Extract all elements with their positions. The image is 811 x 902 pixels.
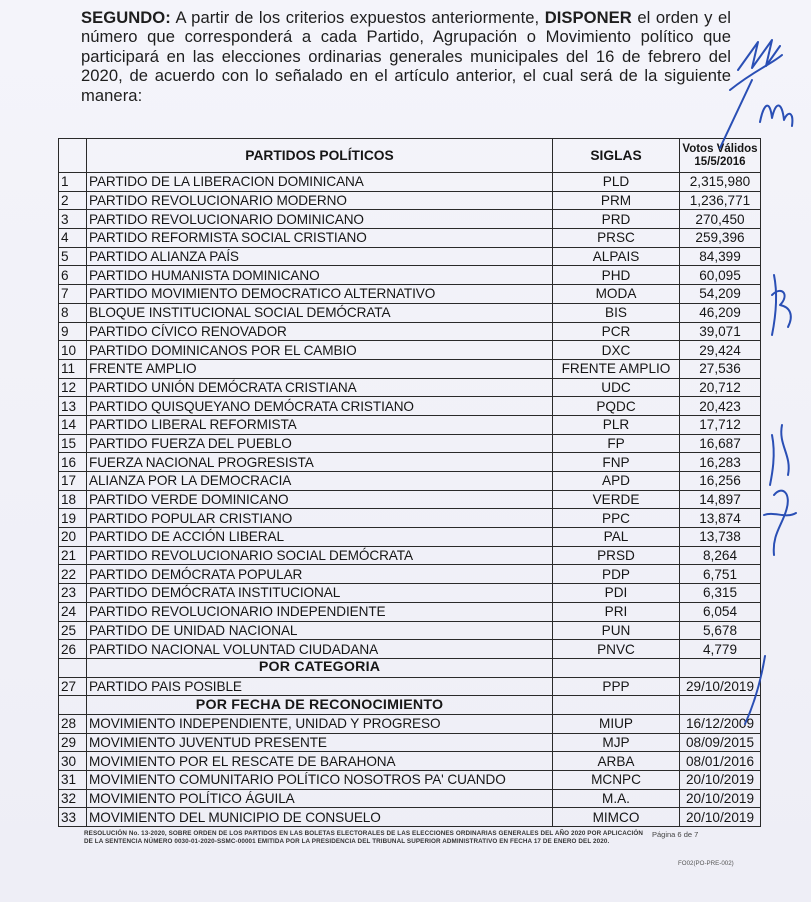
table-row bbox=[59, 677, 761, 696]
parties-table bbox=[58, 138, 761, 827]
row-number: 26 bbox=[59, 640, 87, 659]
row-acronym: PPC bbox=[553, 509, 680, 528]
row-votes: 13,874 bbox=[680, 509, 761, 528]
row-party-name: FRENTE AMPLIO bbox=[87, 359, 553, 378]
row-acronym: ARBA bbox=[553, 752, 680, 771]
row-party-name: PARTIDO DE UNIDAD NACIONAL bbox=[87, 621, 553, 640]
row-number: 13 bbox=[59, 397, 87, 416]
row-number: 1 bbox=[59, 173, 87, 192]
row-number: 15 bbox=[59, 434, 87, 453]
table-row bbox=[59, 453, 761, 472]
row-party-name: FUERZA NACIONAL PROGRESISTA bbox=[87, 453, 553, 472]
row-party-name: BLOQUE INSTITUCIONAL SOCIAL DEMÓCRATA bbox=[87, 303, 553, 322]
row-votes: 20,423 bbox=[680, 397, 761, 416]
row-party-name: PARTIDO DE ACCIÓN LIBERAL bbox=[87, 528, 553, 547]
row-votes: 84,399 bbox=[680, 247, 761, 266]
section-header-recognition-date bbox=[59, 696, 761, 715]
section-blank-cell bbox=[680, 658, 761, 677]
row-votes: 13,738 bbox=[680, 528, 761, 547]
row-acronym: PHD bbox=[553, 266, 680, 285]
row-number: 12 bbox=[59, 378, 87, 397]
table-row bbox=[59, 285, 761, 304]
row-votes: 29/10/2019 bbox=[680, 677, 761, 696]
row-party-name: PARTIDO REVOLUCIONARIO DOMINICANO bbox=[87, 210, 553, 229]
row-number: 32 bbox=[59, 789, 87, 808]
row-party-name: PARTIDO NACIONAL VOLUNTAD CIUDADANA bbox=[87, 640, 553, 659]
row-party-name: MOVIMIENTO DEL MUNICIPIO DE CONSUELO bbox=[87, 808, 553, 827]
row-acronym: MODA bbox=[553, 285, 680, 304]
table-row bbox=[59, 808, 761, 827]
table-row bbox=[59, 528, 761, 547]
section-label: POR FECHA DE RECONOCIMIENTO bbox=[87, 696, 553, 715]
row-number: 6 bbox=[59, 266, 87, 285]
table-row bbox=[59, 341, 761, 360]
header-votes-line1: Votos Válidos bbox=[682, 142, 758, 155]
form-code: FO02(PO-PRE-002) bbox=[678, 860, 734, 867]
row-number: 25 bbox=[59, 621, 87, 640]
row-acronym: PQDC bbox=[553, 397, 680, 416]
row-votes: 17,712 bbox=[680, 415, 761, 434]
row-acronym: MJP bbox=[553, 733, 680, 752]
table-row bbox=[59, 565, 761, 584]
table-row bbox=[59, 191, 761, 210]
section-blank-cell bbox=[59, 696, 87, 715]
row-party-name: PARTIDO MOVIMIENTO DEMOCRATICO ALTERNATIVO bbox=[87, 285, 553, 304]
row-votes: 20/10/2019 bbox=[680, 808, 761, 827]
row-acronym: PRI bbox=[553, 602, 680, 621]
row-party-name: PARTIDO UNIÓN DEMÓCRATA CRISTIANA bbox=[87, 378, 553, 397]
row-votes: 6,054 bbox=[680, 602, 761, 621]
table-row bbox=[59, 472, 761, 491]
table-header-row bbox=[59, 139, 761, 173]
row-number: 8 bbox=[59, 303, 87, 322]
row-acronym: DXC bbox=[553, 341, 680, 360]
header-votes bbox=[680, 139, 761, 173]
row-party-name: MOVIMIENTO POLÍTICO ÁGUILA bbox=[87, 789, 553, 808]
table-body bbox=[59, 173, 761, 827]
row-votes: 60,095 bbox=[680, 266, 761, 285]
row-number: 28 bbox=[59, 714, 87, 733]
row-party-name: PARTIDO DEMÓCRATA POPULAR bbox=[87, 565, 553, 584]
row-acronym: FNP bbox=[553, 453, 680, 472]
section-blank-cell bbox=[553, 658, 680, 677]
row-votes: 6,315 bbox=[680, 584, 761, 603]
row-party-name: PARTIDO DE LA LIBERACION DOMINICANA bbox=[87, 173, 553, 192]
row-number: 23 bbox=[59, 584, 87, 603]
row-votes: 2,315,980 bbox=[680, 173, 761, 192]
table-row bbox=[59, 266, 761, 285]
row-votes: 4,779 bbox=[680, 640, 761, 659]
row-votes: 20,712 bbox=[680, 378, 761, 397]
footer-line-1: RESOLUCIÓN No. 13-2020, SOBRE ORDEN DE LOS PARTIDOS EN LAS BOLETAS ELECTORALES DE LAS ELECCIONES ORDINARIAS GENERALES DEL AÑO 2020 POR APLICACIÓN bbox=[84, 830, 644, 837]
row-acronym: PRSC bbox=[553, 229, 680, 248]
row-number: 3 bbox=[59, 210, 87, 229]
row-votes: 16,283 bbox=[680, 453, 761, 472]
row-number: 20 bbox=[59, 528, 87, 547]
row-party-name: PARTIDO PAIS POSIBLE bbox=[87, 677, 553, 696]
row-number: 2 bbox=[59, 191, 87, 210]
row-party-name: PARTIDO QUISQUEYANO DEMÓCRATA CRISTIANO bbox=[87, 397, 553, 416]
row-acronym: BIS bbox=[553, 303, 680, 322]
table-row bbox=[59, 771, 761, 790]
row-acronym: PLR bbox=[553, 415, 680, 434]
row-acronym: PCR bbox=[553, 322, 680, 341]
table-row bbox=[59, 247, 761, 266]
row-votes: 16/12/2009 bbox=[680, 714, 761, 733]
row-party-name: PARTIDO REFORMISTA SOCIAL CRISTIANO bbox=[87, 229, 553, 248]
row-party-name: PARTIDO DOMINICANOS POR EL CAMBIO bbox=[87, 341, 553, 360]
row-votes: 29,424 bbox=[680, 341, 761, 360]
row-number: 14 bbox=[59, 415, 87, 434]
row-party-name: PARTIDO ALIANZA PAÍS bbox=[87, 247, 553, 266]
row-party-name: MOVIMIENTO JUVENTUD PRESENTE bbox=[87, 733, 553, 752]
table-row bbox=[59, 546, 761, 565]
section-label: POR CATEGORIA bbox=[87, 658, 553, 677]
header-party-name: PARTIDOS POLÍTICOS bbox=[87, 139, 553, 173]
row-party-name: PARTIDO REVOLUCIONARIO INDEPENDIENTE bbox=[87, 602, 553, 621]
row-party-name: PARTIDO CÍVICO RENOVADOR bbox=[87, 322, 553, 341]
row-acronym: ALPAIS bbox=[553, 247, 680, 266]
row-acronym: PRM bbox=[553, 191, 680, 210]
row-votes: 6,751 bbox=[680, 565, 761, 584]
row-acronym: M.A. bbox=[553, 789, 680, 808]
row-acronym: PAL bbox=[553, 528, 680, 547]
row-acronym: VERDE bbox=[553, 490, 680, 509]
row-party-name: MOVIMIENTO COMUNITARIO POLÍTICO NOSOTROS PA' CUANDO bbox=[87, 771, 553, 790]
row-number: 27 bbox=[59, 677, 87, 696]
row-number: 18 bbox=[59, 490, 87, 509]
table-row bbox=[59, 789, 761, 808]
resolution-footer bbox=[84, 830, 734, 846]
row-acronym: MIMCO bbox=[553, 808, 680, 827]
row-votes: 16,256 bbox=[680, 472, 761, 491]
table-row bbox=[59, 434, 761, 453]
table-row bbox=[59, 378, 761, 397]
row-party-name: PARTIDO HUMANISTA DOMINICANO bbox=[87, 266, 553, 285]
row-number: 5 bbox=[59, 247, 87, 266]
row-votes: 5,678 bbox=[680, 621, 761, 640]
table-row bbox=[59, 733, 761, 752]
row-number: 4 bbox=[59, 229, 87, 248]
row-votes: 1,236,771 bbox=[680, 191, 761, 210]
table-row bbox=[59, 322, 761, 341]
table-row bbox=[59, 621, 761, 640]
row-votes: 259,396 bbox=[680, 229, 761, 248]
row-number: 7 bbox=[59, 285, 87, 304]
row-acronym: PDP bbox=[553, 565, 680, 584]
row-votes: 08/09/2015 bbox=[680, 733, 761, 752]
row-votes: 39,071 bbox=[680, 322, 761, 341]
row-votes: 46,209 bbox=[680, 303, 761, 322]
section-header-category bbox=[59, 658, 761, 677]
row-party-name: PARTIDO REVOLUCIONARIO MODERNO bbox=[87, 191, 553, 210]
row-party-name: PARTIDO FUERZA DEL PUEBLO bbox=[87, 434, 553, 453]
row-number: 17 bbox=[59, 472, 87, 491]
section-blank-cell bbox=[680, 696, 761, 715]
table-row bbox=[59, 602, 761, 621]
row-acronym: PNVC bbox=[553, 640, 680, 659]
row-acronym: PUN bbox=[553, 621, 680, 640]
row-acronym: UDC bbox=[553, 378, 680, 397]
row-number: 9 bbox=[59, 322, 87, 341]
row-acronym: PLD bbox=[553, 173, 680, 192]
intro-text-2: el orden y el número que corresponderá a cada Partido, Agrupación o Movimiento político que participará en las elecciones ordinarias generales municipales del 16 de febrero del 2020, de acuerdo con lo señalado en el artículo anterior, el cual será de la siguiente manera: bbox=[81, 8, 731, 105]
row-acronym: FRENTE AMPLIO bbox=[553, 359, 680, 378]
table-row bbox=[59, 173, 761, 192]
intro-paragraph bbox=[81, 8, 731, 105]
table-row bbox=[59, 210, 761, 229]
table-row bbox=[59, 397, 761, 416]
row-votes: 20/10/2019 bbox=[680, 771, 761, 790]
row-number: 16 bbox=[59, 453, 87, 472]
row-votes: 20/10/2019 bbox=[680, 789, 761, 808]
header-votes-line2: 15/5/2016 bbox=[694, 155, 746, 168]
table-row bbox=[59, 359, 761, 378]
row-number: 31 bbox=[59, 771, 87, 790]
row-number: 30 bbox=[59, 752, 87, 771]
row-votes: 270,450 bbox=[680, 210, 761, 229]
table-row bbox=[59, 415, 761, 434]
row-acronym: MCNPC bbox=[553, 771, 680, 790]
row-number: 11 bbox=[59, 359, 87, 378]
header-number bbox=[59, 139, 87, 173]
row-party-name: PARTIDO VERDE DOMINICANO bbox=[87, 490, 553, 509]
row-acronym: APD bbox=[553, 472, 680, 491]
intro-text-1: A partir de los criterios expuestos anteriormente, bbox=[170, 8, 545, 27]
row-acronym: FP bbox=[553, 434, 680, 453]
row-party-name: PARTIDO LIBERAL REFORMISTA bbox=[87, 415, 553, 434]
section-blank-cell bbox=[553, 696, 680, 715]
table-row bbox=[59, 584, 761, 603]
table-row bbox=[59, 752, 761, 771]
row-acronym: PRSD bbox=[553, 546, 680, 565]
intro-verb: DISPONER bbox=[544, 8, 632, 27]
row-party-name: PARTIDO DEMÓCRATA INSTITUCIONAL bbox=[87, 584, 553, 603]
parties-table-container bbox=[58, 138, 760, 827]
row-party-name: MOVIMIENTO INDEPENDIENTE, UNIDAD Y PROGRESO bbox=[87, 714, 553, 733]
row-party-name: ALIANZA POR LA DEMOCRACIA bbox=[87, 472, 553, 491]
table-row bbox=[59, 229, 761, 248]
row-number: 33 bbox=[59, 808, 87, 827]
row-number: 24 bbox=[59, 602, 87, 621]
row-party-name: PARTIDO REVOLUCIONARIO SOCIAL DEMÓCRATA bbox=[87, 546, 553, 565]
row-number: 19 bbox=[59, 509, 87, 528]
row-acronym: PPP bbox=[553, 677, 680, 696]
row-number: 10 bbox=[59, 341, 87, 360]
page-number: Página 6 de 7 bbox=[652, 830, 699, 839]
row-number: 22 bbox=[59, 565, 87, 584]
row-acronym: PRD bbox=[553, 210, 680, 229]
row-party-name: MOVIMIENTO POR EL RESCATE DE BARAHONA bbox=[87, 752, 553, 771]
row-acronym: MIUP bbox=[553, 714, 680, 733]
signature-initials-middle bbox=[760, 265, 810, 345]
row-acronym: PDI bbox=[553, 584, 680, 603]
row-votes: 8,264 bbox=[680, 546, 761, 565]
row-number: 29 bbox=[59, 733, 87, 752]
table-row bbox=[59, 490, 761, 509]
row-votes: 08/01/2016 bbox=[680, 752, 761, 771]
table-row bbox=[59, 303, 761, 322]
row-votes: 14,897 bbox=[680, 490, 761, 509]
table-row bbox=[59, 714, 761, 733]
table-row bbox=[59, 509, 761, 528]
table-row bbox=[59, 640, 761, 659]
row-party-name: PARTIDO POPULAR CRISTIANO bbox=[87, 509, 553, 528]
intro-lead: SEGUNDO: bbox=[81, 8, 171, 27]
row-votes: 16,687 bbox=[680, 434, 761, 453]
row-votes: 27,536 bbox=[680, 359, 761, 378]
row-votes: 54,209 bbox=[680, 285, 761, 304]
section-blank-cell bbox=[59, 658, 87, 677]
footer-line-2: DE LA SENTENCIA NÚMERO 0030-01-2020-SSMC-00001 EMITIDA POR LA PRESIDENCIA DEL TRIBUNAL SUPERIOR ADMINISTRATIVO EN FECHA 17 DE ENERO DEL 2020. bbox=[84, 838, 610, 845]
header-acronym: SIGLAS bbox=[553, 139, 680, 173]
row-number: 21 bbox=[59, 546, 87, 565]
